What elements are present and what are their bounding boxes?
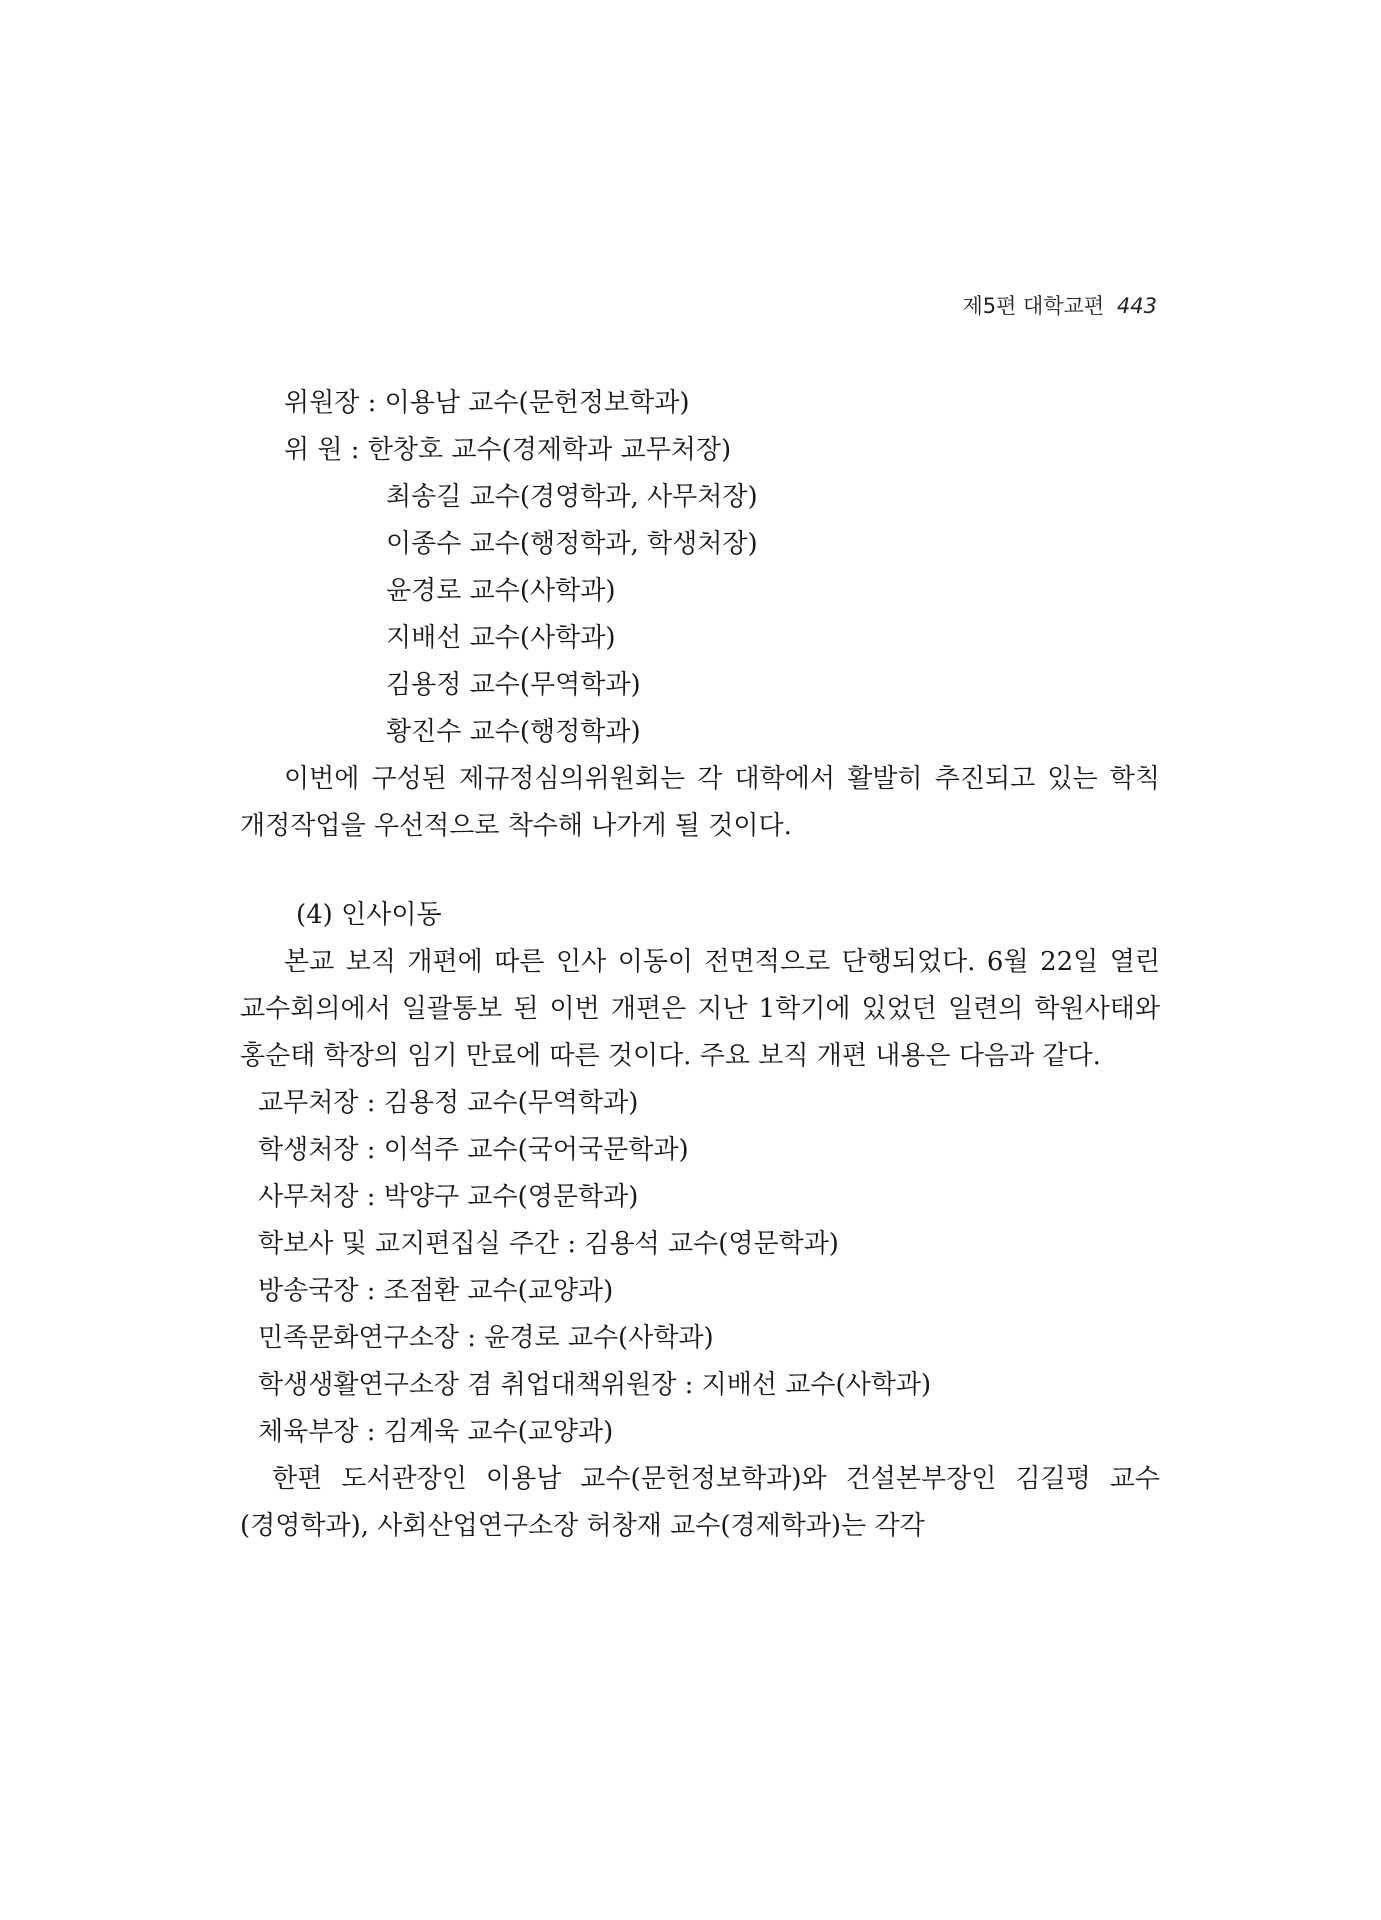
- committee-chair: 위원장 : 이용남 교수(문헌정보학과): [284, 388, 690, 418]
- committee-member: 이종수 교수(행정학과, 학생처장): [386, 529, 758, 559]
- section-heading: (4) 인사이동: [296, 900, 442, 930]
- appointment-item: 학생처장 : 이석주 교수(국어국문학과): [258, 1135, 689, 1165]
- appointment-item: 학보사 및 교지편집실 주간 : 김용석 교수(영문학과): [258, 1229, 839, 1259]
- committee-summary-paragraph: 이번에 구성된 제규정심의위원회는 각 대학에서 활발히 추진되고 있는 학칙 개정작업을 우선적으로 착수해 나가게 될 것이다.: [240, 764, 1160, 841]
- committee-member-first: 위 원 : 한창호 교수(경제학과 교무처장): [284, 435, 732, 465]
- committee-member: 김용정 교수(무역학과): [386, 670, 641, 700]
- page-header: [962, 290, 1157, 320]
- committee-member: 지배선 교수(사학과): [386, 623, 616, 653]
- committee-member: 최송길 교수(경영학과, 사무처장): [386, 482, 758, 512]
- appointment-item: 사무처장 : 박양구 교수(영문학과): [258, 1182, 639, 1212]
- committee-member: 황진수 교수(행정학과): [386, 717, 641, 747]
- document-body: [240, 380, 1160, 1550]
- appointment-item: 학생생활연구소장 겸 취업대책위원장 : 지배선 교수(사학과): [258, 1370, 932, 1400]
- appointment-item: 교무처장 : 김용정 교수(무역학과): [258, 1088, 639, 1118]
- committee-member: 윤경로 교수(사학과): [386, 576, 616, 606]
- appointment-item: 민족문화연구소장 : 윤경로 교수(사학과): [258, 1323, 714, 1353]
- appointment-item: 체육부장 : 김계욱 교수(교양과): [258, 1417, 614, 1447]
- closing-paragraph: 한편 도서관장인 이용남 교수(문헌정보학과)와 건설본부장인 김길평 교수(경영학과), 사회산업연구소장 허창재 교수(경제학과)는 각각: [240, 1464, 1160, 1541]
- personnel-intro-paragraph: 본교 보직 개편에 따른 인사 이동이 전면적으로 단행되었다. 6월 22일 열린 교수회의에서 일괄통보 된 이번 개편은 지난 1학기에 있었던 일련의 학원사태와 홍순태 학장의 임기 만료에 따른 것이다. 주요 보직 개편 내용은 다음과 같다.: [240, 947, 1160, 1071]
- page-number: 443: [1116, 294, 1157, 318]
- running-title: 제5편 대학교편: [962, 294, 1105, 318]
- section-spacer: [240, 850, 1160, 892]
- appointment-item: 방송국장 : 조점환 교수(교양과): [258, 1276, 614, 1306]
